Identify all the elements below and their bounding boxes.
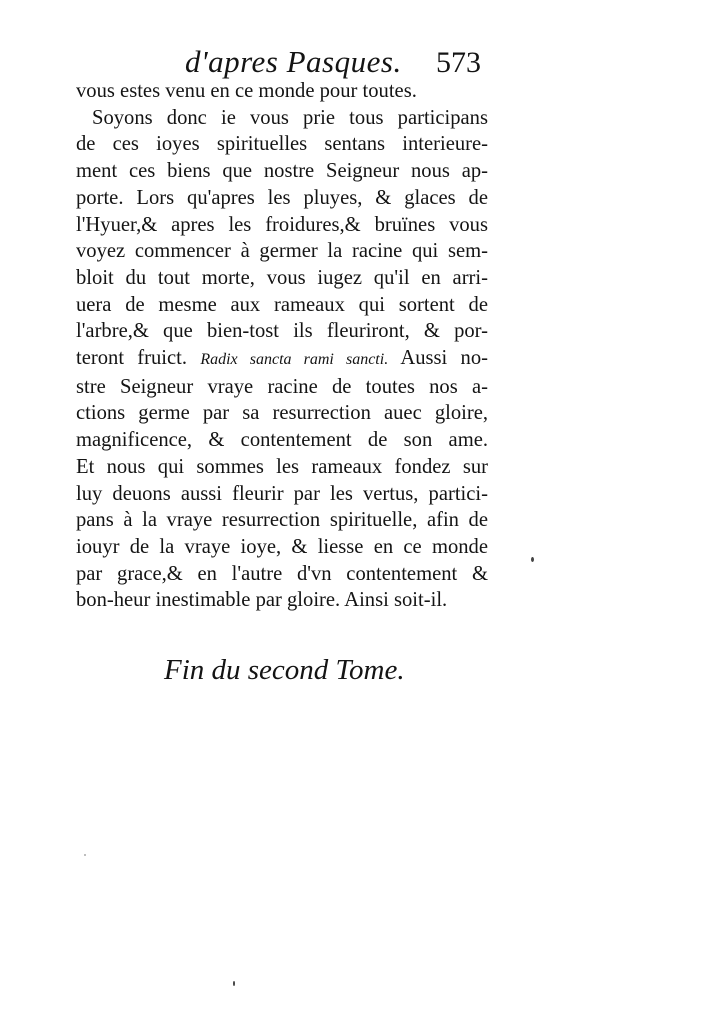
paper-speck [233,981,235,986]
text-line: Et nous qui sommes les rameaux fondez sur [76,455,488,478]
text-line: Soyons donc ie vous prie tous participans [92,106,488,129]
running-head: d'apres Pasques. [185,44,402,79]
text-line: stre Seigneur vraye racine de toutes nos a- [76,375,488,398]
text-fragment: teront fruict. [76,347,188,370]
text-line: par grace,& en l'autre d'vn contentement & [76,562,488,585]
page-number: 573 [436,46,481,79]
body-text [76,78,488,614]
text-line: de ces ioyes spirituelles sentans interieure- [76,133,488,156]
text-line: iouyr de la vraye ioye, & liesse en ce monde [76,535,488,558]
text-line: bloit du tout morte, vous iugez qu'il en arri- [76,266,488,289]
text-line: magnificence, & contentement de son ame. [76,429,488,452]
text-line [76,345,488,374]
text-line: bon-heur inestimable par gloire. Ainsi soit-il. [76,589,448,612]
paper-speck [531,557,534,562]
latin-quotation: Radix sancta rami sancti. [200,351,389,369]
text-line: uera de mesme aux rameaux qui sortent de [76,293,488,316]
text-line: voyez commencer à germer la racine qui sem- [76,240,488,263]
text-line: vous estes venu en ce monde pour toutes. [76,80,417,102]
text-line: l'Hyuer,& apres les froidures,& bruïnes vous [76,213,488,236]
text-line: l'arbre,& que bien-tost ils fleuriront, & por- [76,320,488,343]
colophon: Fin du second Tome. [164,654,405,686]
text-line: ctions germe par sa resurrection auec gloire, [76,402,488,425]
text-line: pans à la vraye resurrection spirituelle, afin de [76,509,488,532]
text-line: luy deuons aussi fleurir par les vertus, partici- [76,482,488,505]
text-line: porte. Lors qu'apres les pluyes, & glaces de [76,186,488,209]
paper-speck [84,854,86,856]
text-line: ment ces biens que nostre Seigneur nous ap- [76,160,488,183]
text-fragment: Aussi no- [400,347,488,370]
